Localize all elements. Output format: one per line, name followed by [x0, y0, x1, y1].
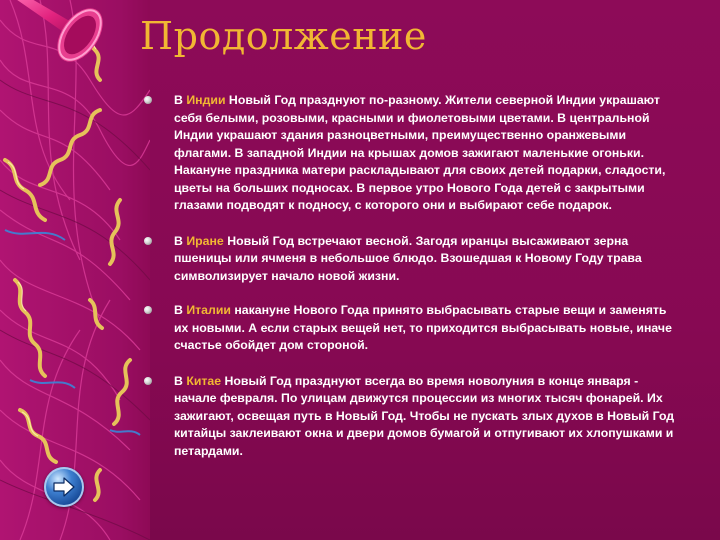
bullet-icon — [144, 306, 152, 314]
bullet-prefix: В — [174, 233, 187, 248]
bullet-text: Новый Год празднуют по-разному. Жители северной Индии украшают себя белыми, розовыми, красными и фиолетовыми цветами. В центральной Индии украшают здания разноцветными, преимущественно оранжевыми флагами. В западной Индии на крышах домов зажигают маленькие огоньки. Накануне праздника матери раскладывают для своих детей подарки, сладости, цветы на больших подносах. В первое утро Нового Года детей с закрытыми глазами подводят к подносу, с которого они и выбирают себе подарок. — [174, 93, 666, 212]
bullet-prefix: В — [174, 303, 187, 317]
bullet-icon — [144, 377, 152, 385]
list-item-india — [140, 92, 680, 215]
bullet-prefix: В — [174, 373, 187, 388]
next-slide-button[interactable] — [44, 467, 84, 507]
list-item-china — [140, 373, 680, 461]
bullet-icon — [144, 237, 152, 245]
slide-title: Продолжение — [140, 14, 427, 58]
country-highlight: Китае — [186, 373, 222, 388]
list-item-italy — [140, 302, 680, 355]
list-item-iran — [140, 233, 680, 286]
streamers-decoration — [0, 0, 150, 540]
bullet-text: Новый Год встречают весной. Загодя иранцы высаживают зерна пшеницы или ячменя в небольшое блюдо. Взошедшая к Новому Году трава символизирует начало новой жизни. — [174, 233, 642, 283]
country-highlight: Иране — [186, 233, 224, 248]
bullet-prefix: В — [174, 93, 187, 107]
bullet-list — [140, 92, 680, 478]
streamers-icon — [0, 0, 150, 540]
bullet-text: накануне Нового Года принято выбрасывать старые вещи и заменять их новыми. А если старых вещей нет, то приходится выбрасывать новые, иначе счастье обойдет дом стороной. — [174, 303, 672, 352]
country-highlight: Индии — [186, 93, 226, 107]
bullet-icon — [144, 96, 152, 104]
bullet-text: Новый Год празднуют всегда во время новолуния в конце января - начале февраля. По улицам движутся процессии из многих тысяч фонарей. Их зажигают, освещая путь в Новый Год. Чтобы не пускать злых духов в Новый Год китайцы заклеивают окна и двери домов бумагой и отпугивают их хлопушками и петардами. — [174, 373, 675, 458]
country-highlight: Италии — [186, 303, 231, 317]
arrow-right-icon — [52, 476, 76, 498]
